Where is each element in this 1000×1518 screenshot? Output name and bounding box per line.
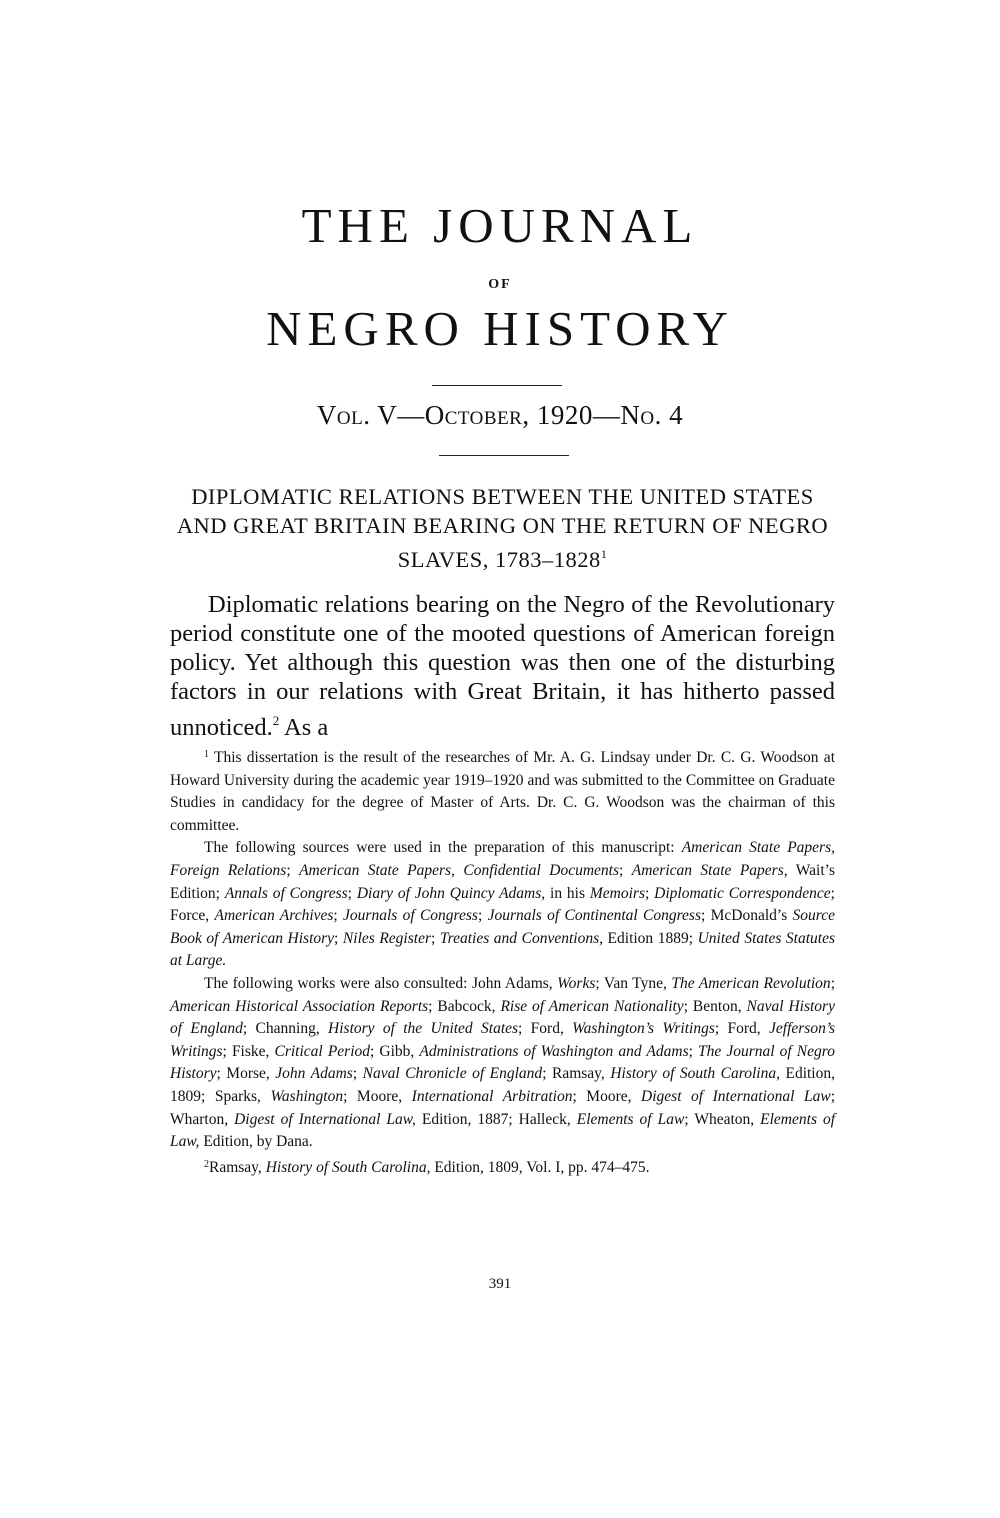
citation-connector: ; [333, 907, 344, 925]
footnotes [170, 744, 835, 1179]
cited-work-title: Jefferson’s Writings [170, 1020, 836, 1060]
cited-work-title: History of South Carolina, [610, 1065, 780, 1083]
body-paragraph [170, 590, 835, 742]
body-text: Diplomatic relations bearing on the Negro of the Revolutionary period constitute one of the mooted questions of American foreign policy. Yet although this question was then one of the disturbing factors in our relations with Great Britain, it has hitherto passed unnoticed. [170, 591, 835, 741]
citation-connector: ; Channing, [242, 1020, 329, 1038]
sources-intro: The following sources were used in the preparation of this manuscript: [204, 839, 682, 857]
citation-connector: ; Ford, [518, 1020, 573, 1038]
footnote-2 [170, 1154, 835, 1180]
cited-work-title: Memoirs [589, 884, 645, 902]
footnote-works-paragraph [170, 973, 835, 1154]
works-intro: The following works were also consulted: John Adams, [204, 974, 558, 992]
article-title [170, 482, 835, 574]
cited-work-title: Niles Register [342, 929, 431, 947]
cited-work-title: International Arbitration [411, 1087, 573, 1105]
cited-work-title: Rise of American Nationality [500, 997, 684, 1015]
cited-work-title: Digest of International Law [641, 1087, 831, 1105]
citation-connector: Edition, 1809; Sparks, [170, 1065, 835, 1105]
citation-connector: ; Van Tyne, [595, 974, 672, 992]
citation-connector: ; Force, [170, 884, 835, 925]
citation-connector: ; Morse, [216, 1065, 276, 1083]
cited-work-title: Treaties and Conventions, [439, 929, 603, 947]
citation-connector: ; Moore, [343, 1087, 412, 1105]
citation-connector: in his [545, 884, 590, 902]
footnote-1 [170, 744, 835, 837]
cited-work-title: The Journal of Negro History [170, 1042, 835, 1083]
cited-work-title: Diary of John Quincy Adams, [356, 884, 546, 902]
body-footnote-mark: 2 [272, 713, 280, 728]
citation-connector: ; [431, 929, 440, 947]
article-body [170, 590, 835, 742]
cited-work-title: Journals of Continental Congress [487, 907, 701, 925]
cited-work-title: American State Papers, [631, 861, 788, 879]
cited-work-title: John Adams [275, 1065, 353, 1083]
cited-work-title: Elements of Law [576, 1110, 685, 1128]
page-number: 391 [488, 1276, 512, 1292]
footnote-1-mark: 1 [204, 749, 209, 760]
citation-connector: ; [477, 907, 488, 925]
citation-connector: ; [830, 974, 835, 992]
bottom-rule [439, 455, 569, 456]
citation-connector: Edition 1889; [602, 929, 698, 947]
citation-connector: Edition, 1887; Halleck, [415, 1110, 577, 1128]
cited-work-title: American Archives [214, 907, 334, 925]
citation-connector: ; [334, 929, 343, 947]
citation-connector: ; Moore, [572, 1087, 642, 1105]
journal-title-line-2: NEGRO HISTORY [266, 301, 734, 356]
cited-work-title: Works [557, 974, 596, 992]
citation-connector: ; Gibb, [370, 1042, 420, 1060]
citation-connector: ; [286, 861, 300, 879]
cited-work-title: Naval History of England [170, 997, 835, 1038]
cited-work-title: Washington’s Writings [572, 1020, 715, 1038]
citation-connector: ; McDonald’s [700, 907, 793, 925]
citation-connector: ; [688, 1042, 699, 1060]
footnote-1-text: This dissertation is the result of the researches of Mr. A. G. Lindsay under Dr. C. G. Woodson at Howard University during the academic year 1919–1920 and was submitted to the Committee on Graduate Studies in candidacy for the degree of Master of Arts. Dr. C. G. Woodson was the chairman of this committee. [170, 749, 835, 834]
cited-work-title: Administrations of Washington and Adams [419, 1042, 689, 1060]
cited-work-title: Washington [270, 1087, 344, 1105]
cited-work-title: American State Papers, Foreign Relations [170, 839, 835, 879]
footnote-2-after: Edition, 1809, Vol. I, pp. 474–475. [430, 1158, 650, 1176]
cited-work-title: Elements of Law, [170, 1110, 836, 1151]
body-tail: As a [279, 714, 329, 741]
cited-work-title: Diplomatic Correspondence [654, 884, 831, 902]
citation-connector: ; [619, 861, 632, 879]
cited-work-title: Journals of Congress [343, 907, 478, 925]
citation-connector: ; [347, 884, 357, 902]
citation-connector: ; [352, 1065, 363, 1083]
cited-work-title: Digest of International Law, [234, 1110, 416, 1128]
issue-line: Vol. V—October, 1920—No. 4 [316, 400, 684, 430]
citation-connector: ; Fiske, [222, 1042, 275, 1060]
cited-work-title: Critical Period [274, 1042, 370, 1060]
article-title-footnote-mark: 1 [600, 547, 608, 561]
citation-connector: ; Ramsay, [542, 1065, 611, 1083]
cited-work-title: American State Papers, Confidential Documents [299, 861, 620, 879]
citation-connector: Wait’s Edition; [170, 861, 835, 902]
journal-title-line-1: THE JOURNAL [301, 198, 699, 253]
footnote-2-before: Ramsay, [209, 1158, 266, 1176]
top-rule [432, 385, 562, 386]
journal-title-of: OF [488, 277, 512, 292]
citation-connector: ; Wharton, [170, 1087, 835, 1128]
cited-work-title: Source Book of American History [170, 907, 836, 947]
cited-work-title: History of the United States [328, 1020, 519, 1038]
cited-work-title: The American Revolution [671, 974, 831, 992]
citation-connector: ; Babcock, [428, 997, 501, 1015]
citation-connector: ; [645, 884, 655, 902]
citation-connector: ; Ford, [714, 1020, 769, 1038]
cited-work-title: Naval Chronicle of England [362, 1065, 543, 1083]
article-title-text: DIPLOMATIC RELATIONS BETWEEN THE UNITED STATES AND GREAT BRITAIN BEARING ON THE RETURN OF NEGRO SLAVES, 1783–1828 [176, 484, 829, 572]
cited-work-title: American Historical Association Reports [170, 997, 429, 1015]
footnote-2-mark: 2 [204, 1158, 209, 1170]
cited-work-title: Annals of Congress [224, 884, 348, 902]
footnote-2-title: History of South Carolina, [265, 1158, 431, 1176]
citation-connector: ; Wheaton, [684, 1110, 761, 1128]
citation-connector: Edition, by Dana. [199, 1133, 313, 1151]
footnote-sources-paragraph [170, 837, 835, 973]
cited-work-title: United States Statutes at Large. [170, 929, 835, 970]
citation-connector: ; Benton, [683, 997, 747, 1015]
